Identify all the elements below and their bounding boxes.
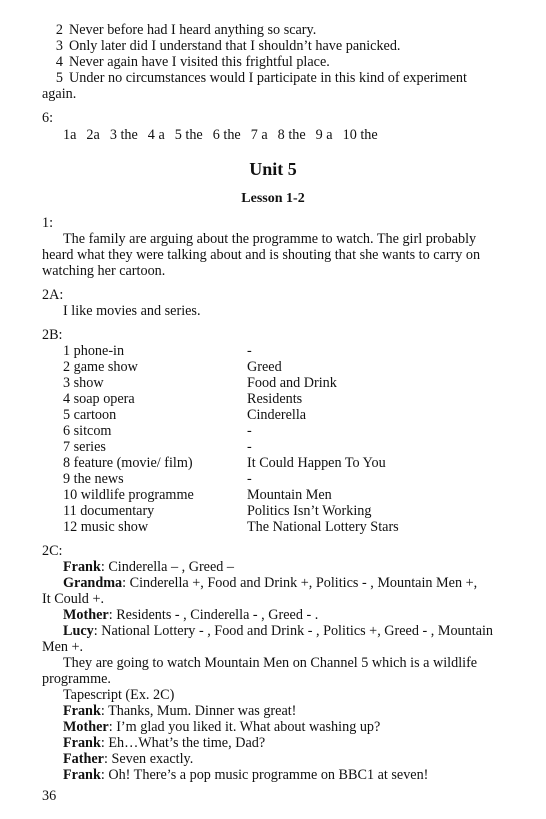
programme-title: Cinderella xyxy=(247,407,307,423)
answer-item: 5 the xyxy=(174,127,203,143)
lucy-line xyxy=(63,623,493,639)
mother-line-2 xyxy=(63,719,380,735)
sentence-5 xyxy=(41,70,467,86)
sentence-2 xyxy=(41,22,316,38)
frank-line-1 xyxy=(63,559,234,575)
sentence-text: Never before had I heard anything so scary. xyxy=(69,22,317,38)
sentence-number: 4 xyxy=(55,54,63,70)
programme-title: The National Lottery Stars xyxy=(247,519,399,535)
programme-title: - xyxy=(247,423,252,439)
programme-type: 2 game show xyxy=(63,359,138,375)
answer-item: 7 a xyxy=(250,127,268,143)
lucy-line-cont: Men +. xyxy=(42,639,84,655)
summary-line-cont: programme. xyxy=(42,671,111,687)
speaker-name: Frank xyxy=(63,703,101,719)
sentence-number: 2 xyxy=(55,22,63,38)
summary-line: They are going to watch Mountain Men on Channel 5 which is a wildlife xyxy=(63,655,478,671)
sentence-5-continuation: again. xyxy=(42,86,77,102)
answer-item: 2a xyxy=(86,127,100,143)
exercise-2a-label: 2A: xyxy=(42,287,64,303)
speaker-name: Frank xyxy=(63,735,101,751)
exercise-1-line-1: The family are arguing about the programme to watch. The girl probably xyxy=(63,231,477,247)
mother-line-1 xyxy=(63,607,318,623)
page-number: 36 xyxy=(42,788,57,804)
sentence-text: Only later did I understand that I shouldn’t have panicked. xyxy=(69,38,401,54)
programme-title: Greed xyxy=(247,359,282,375)
exercise-6-label: 6: xyxy=(42,110,54,126)
speaker-text: : Seven exactly. xyxy=(103,751,194,767)
programme-type: 11 documentary xyxy=(63,503,155,519)
programme-title: Mountain Men xyxy=(247,487,332,503)
speaker-text: : Oh! There’s a pop music programme on BBC1 at seven! xyxy=(100,767,429,783)
answer-item: 3 the xyxy=(109,127,138,143)
sentence-3 xyxy=(41,38,400,54)
speaker-text: : Eh…What’s the time, Dad? xyxy=(100,735,266,751)
speaker-name: Mother xyxy=(63,719,109,735)
exercise-1-label: 1: xyxy=(42,215,54,231)
programme-type: 3 show xyxy=(63,375,104,391)
programme-title: It Could Happen To You xyxy=(247,455,386,471)
programme-type: 12 music show xyxy=(63,519,149,535)
programme-title: - xyxy=(247,439,252,455)
father-line xyxy=(63,751,193,767)
exercise-2c-label: 2C: xyxy=(42,543,63,559)
programme-type: 6 sitcom xyxy=(63,423,112,439)
programme-title: Politics Isn’t Working xyxy=(247,503,372,519)
speaker-text: : I’m glad you liked it. What about washing up? xyxy=(108,719,381,735)
lesson-title: Lesson 1-2 xyxy=(241,191,305,206)
speaker-name: Father xyxy=(63,751,104,767)
sentence-number: 5 xyxy=(55,70,63,86)
answer-item: 9 a xyxy=(315,127,333,143)
answer-item: 4 a xyxy=(147,127,165,143)
sentence-text: Never again have I visited this frightful place. xyxy=(69,54,330,70)
speaker-text: : Thanks, Mum. Dinner was great! xyxy=(100,703,297,719)
frank-line-3 xyxy=(63,735,265,751)
speaker-text: : Cinderella – , Greed – xyxy=(100,559,235,575)
programme-type: 8 feature (movie/ film) xyxy=(63,455,193,471)
sentence-4 xyxy=(41,54,330,70)
speaker-name: Grandma xyxy=(63,575,123,591)
tapescript-heading: Tapescript (Ex. 2C) xyxy=(63,687,175,703)
programme-type: 1 phone-in xyxy=(63,343,125,359)
exercise-2a-text: I like movies and series. xyxy=(63,303,201,319)
answer-item: 6 the xyxy=(212,127,241,143)
grandma-line xyxy=(63,575,477,591)
programme-type: 7 series xyxy=(63,439,106,455)
programme-title: - xyxy=(247,471,252,487)
frank-line-2 xyxy=(63,703,296,719)
exercise-2b-label: 2B: xyxy=(42,327,63,343)
exercise-1-line-2: heard what they were talking about and is shouting that she wants to carry on xyxy=(42,247,481,263)
exercise-6-answers xyxy=(63,127,388,143)
speaker-text: : Residents - , Cinderella - , Greed - . xyxy=(108,607,319,623)
programme-type: 5 cartoon xyxy=(63,407,117,423)
frank-line-4 xyxy=(63,767,428,783)
programme-title: - xyxy=(247,343,252,359)
speaker-name: Lucy xyxy=(63,623,94,639)
programme-type: 10 wildlife programme xyxy=(63,487,194,503)
programme-type: 4 soap opera xyxy=(63,391,135,407)
grandma-line-cont: It Could +. xyxy=(42,591,104,607)
speaker-name: Frank xyxy=(63,767,101,783)
programme-type: 9 the news xyxy=(63,471,124,487)
sentence-number: 3 xyxy=(55,38,63,54)
speaker-name: Frank xyxy=(63,559,101,575)
speaker-text: : National Lottery - , Food and Drink - , Politics +, Greed - , Mountain xyxy=(93,623,494,639)
programme-title: Food and Drink xyxy=(247,375,337,391)
sentence-text: Under no circumstances would I participate in this kind of experiment xyxy=(69,70,467,86)
answer-item: 1a xyxy=(63,127,77,143)
programme-title: Residents xyxy=(247,391,303,407)
speaker-text: : Cinderella +, Food and Drink +, Politics - , Mountain Men +, xyxy=(122,575,478,591)
exercise-1-line-3: watching her cartoon. xyxy=(42,263,166,279)
unit-title: Unit 5 xyxy=(249,159,297,179)
answer-item: 10 the xyxy=(342,127,378,143)
speaker-name: Mother xyxy=(63,607,109,623)
answer-item: 8 the xyxy=(277,127,306,143)
